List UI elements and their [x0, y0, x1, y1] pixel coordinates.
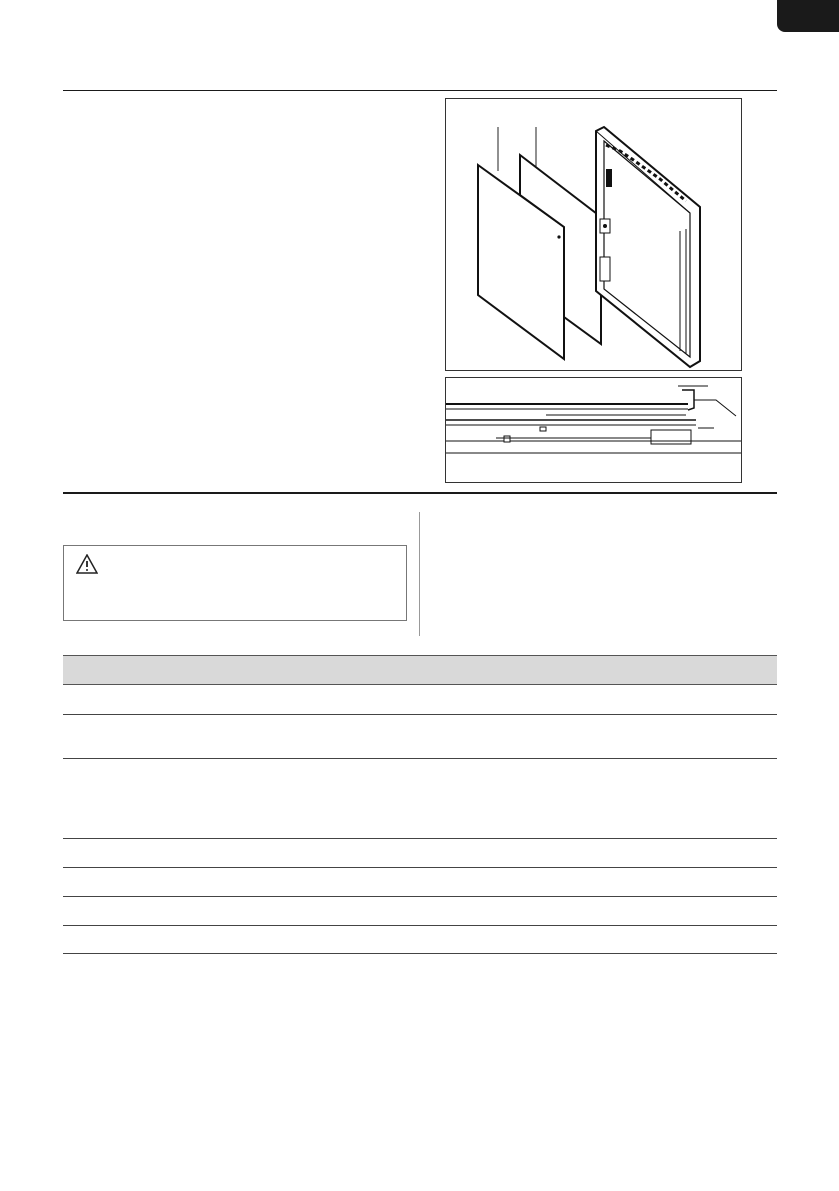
table-row — [63, 714, 777, 715]
door-section-figure — [445, 377, 742, 483]
warning-triangle-icon — [76, 554, 98, 574]
section-divider-rule — [63, 492, 777, 494]
door-glass-illustration — [446, 99, 741, 370]
door-frame — [596, 127, 700, 367]
section-top-rule — [63, 90, 777, 91]
door-section-illustration — [446, 378, 741, 482]
table-row — [63, 758, 777, 759]
table-row — [63, 925, 777, 926]
door-glass-figure — [445, 98, 742, 371]
column-divider — [419, 512, 420, 636]
table-row — [63, 838, 777, 839]
page-number-tab — [777, 0, 839, 32]
table-row — [63, 867, 777, 868]
table-row — [63, 953, 777, 954]
table-header — [63, 655, 777, 685]
warning-box — [63, 545, 407, 621]
table-row — [63, 896, 777, 897]
